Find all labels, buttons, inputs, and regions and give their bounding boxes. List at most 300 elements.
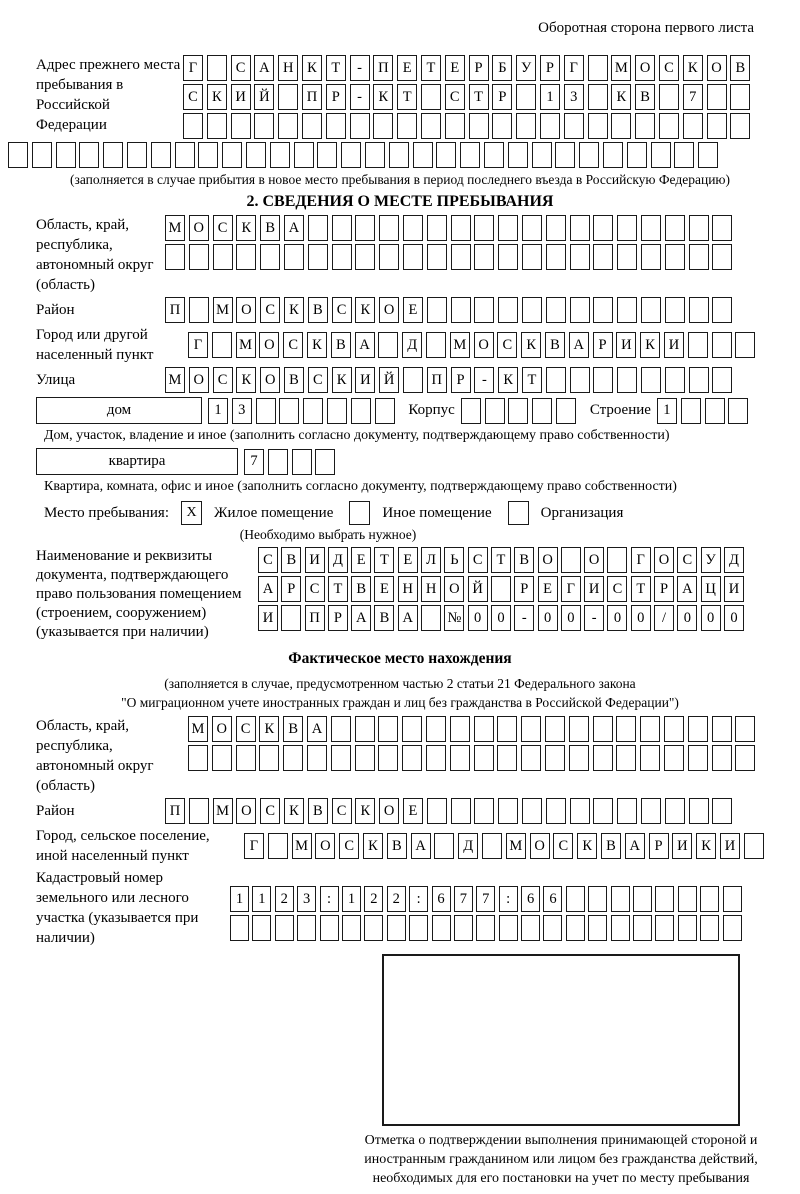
char-cell: [278, 113, 298, 139]
prev-address-row-2: [183, 84, 754, 110]
char-cell: Й: [468, 576, 488, 602]
char-cell: [546, 798, 566, 824]
char-cell: Е: [351, 547, 371, 573]
char-cell: С: [258, 547, 278, 573]
char-cell: [355, 244, 375, 270]
prev-address-row-3: [183, 113, 754, 139]
char-cell: [683, 113, 703, 139]
stroenie-cells: [657, 398, 752, 424]
char-cell: [521, 915, 540, 941]
kadastr-label: Кадастровый номер земельного или лесного участка (указывается при наличии): [36, 870, 199, 946]
char-cell: [521, 716, 541, 742]
char-cell: [516, 84, 536, 110]
char-cell: [379, 215, 399, 241]
char-cell: [712, 745, 732, 771]
korpus-label: Корпус: [408, 402, 455, 418]
char-cell: М: [213, 798, 233, 824]
char-cell: -: [350, 55, 370, 81]
char-cell: [474, 215, 494, 241]
gorod-row: [188, 332, 759, 358]
char-cell: 0: [677, 605, 697, 631]
char-cell: [635, 113, 655, 139]
char-cell: [665, 297, 685, 323]
char-cell: [611, 915, 630, 941]
char-cell: М: [450, 332, 470, 358]
char-cell: [633, 886, 652, 912]
char-cell: [8, 142, 28, 168]
char-cell: С: [260, 798, 280, 824]
char-cell: [268, 833, 288, 859]
char-cell: Т: [491, 547, 511, 573]
char-cell: [659, 84, 679, 110]
char-cell: [688, 716, 708, 742]
char-cell: [491, 576, 511, 602]
char-cell: М: [236, 332, 256, 358]
char-cell: 3: [297, 886, 316, 912]
char-cell: И: [672, 833, 692, 859]
char-cell: [540, 113, 560, 139]
char-cell: [665, 798, 685, 824]
char-cell: Е: [403, 798, 423, 824]
char-cell: 2: [387, 886, 406, 912]
char-cell: [402, 716, 422, 742]
char-cell: П: [427, 367, 447, 393]
char-cell: [270, 142, 290, 168]
fakt-gorod-row: [244, 833, 768, 859]
char-cell: [331, 716, 351, 742]
char-cell: [450, 745, 470, 771]
char-cell: К: [363, 833, 383, 859]
char-cell: В: [730, 55, 750, 81]
char-cell: А: [411, 833, 431, 859]
char-cell: П: [373, 55, 393, 81]
char-cell: 0: [631, 605, 651, 631]
char-cell: [259, 745, 279, 771]
char-cell: О: [474, 332, 494, 358]
char-cell: А: [254, 55, 274, 81]
char-cell: [640, 716, 660, 742]
char-cell: [332, 215, 352, 241]
char-cell: [712, 215, 732, 241]
char-cell: Р: [654, 576, 674, 602]
char-cell: С: [497, 332, 517, 358]
char-cell: [593, 244, 613, 270]
char-cell: [546, 215, 566, 241]
char-cell: 7: [683, 84, 703, 110]
char-cell: [246, 142, 266, 168]
char-cell: К: [207, 84, 227, 110]
char-cell: В: [308, 297, 328, 323]
char-cell: К: [498, 367, 518, 393]
char-cell: [689, 297, 709, 323]
char-cell: Д: [458, 833, 478, 859]
kvartira-type-box: квартира: [36, 448, 238, 475]
char-cell: С: [553, 833, 573, 859]
char-cell: К: [332, 367, 352, 393]
char-cell: К: [355, 798, 375, 824]
char-cell: [375, 398, 395, 424]
char-cell: [373, 113, 393, 139]
mesto-note: (Необходимо выбрать нужное): [239, 527, 417, 542]
char-cell: [688, 745, 708, 771]
dom-row: [8, 397, 792, 424]
char-cell: Г: [244, 833, 264, 859]
char-cell: В: [331, 332, 351, 358]
char-cell: [307, 745, 327, 771]
char-cell: [588, 886, 607, 912]
char-cell: [474, 798, 494, 824]
checkbox-organizatsiya: [508, 501, 529, 525]
char-cell: [198, 142, 218, 168]
char-cell: [616, 745, 636, 771]
char-cell: [427, 215, 447, 241]
char-cell: В: [281, 547, 301, 573]
char-cell: А: [677, 576, 697, 602]
char-cell: А: [258, 576, 278, 602]
char-cell: [543, 915, 562, 941]
char-cell: [397, 113, 417, 139]
char-cell: [655, 915, 674, 941]
char-cell: [617, 215, 637, 241]
char-cell: [564, 113, 584, 139]
char-cell: О: [379, 297, 399, 323]
char-cell: Р: [492, 84, 512, 110]
char-cell: Д: [402, 332, 422, 358]
char-cell: [403, 215, 423, 241]
char-cell: [651, 142, 671, 168]
char-cell: [508, 142, 528, 168]
char-cell: [499, 915, 518, 941]
char-cell: 6: [432, 886, 451, 912]
char-cell: [498, 215, 518, 241]
char-cell: [474, 745, 494, 771]
char-cell: :: [320, 886, 339, 912]
char-cell: О: [530, 833, 550, 859]
dom-cells: [208, 398, 398, 424]
char-cell: [569, 745, 589, 771]
char-cell: -: [514, 605, 534, 631]
char-cell: [231, 113, 251, 139]
dom-type-box: дом: [36, 397, 202, 424]
char-cell: [222, 142, 242, 168]
char-cell: Н: [398, 576, 418, 602]
char-cell: :: [409, 886, 428, 912]
char-cell: [151, 142, 171, 168]
fakt-oblast-row-1: [188, 716, 759, 742]
char-cell: 1: [657, 398, 677, 424]
char-cell: [474, 297, 494, 323]
char-cell: [432, 915, 451, 941]
char-cell: [744, 833, 764, 859]
char-cell: [426, 745, 446, 771]
mesto-option-org-label: Организация: [540, 504, 624, 521]
section2-title: 2. СВЕДЕНИЯ О МЕСТЕ ПРЕБЫВАНИЯ: [246, 193, 554, 210]
kadastr-row-1: [230, 886, 745, 912]
char-cell: [454, 915, 473, 941]
char-cell: [56, 142, 76, 168]
char-cell: [712, 798, 732, 824]
char-cell: [451, 244, 471, 270]
checkbox-zhiloe: X: [181, 501, 202, 525]
char-cell: [421, 84, 441, 110]
char-cell: С: [305, 576, 325, 602]
char-cell: Ь: [444, 547, 464, 573]
char-cell: [236, 745, 256, 771]
char-cell: [665, 367, 685, 393]
char-cell: Г: [564, 55, 584, 81]
char-cell: П: [165, 798, 185, 824]
char-cell: Р: [328, 605, 348, 631]
char-cell: Е: [403, 297, 423, 323]
char-cell: [485, 398, 505, 424]
char-cell: [278, 84, 298, 110]
char-cell: Г: [561, 576, 581, 602]
char-cell: [403, 367, 423, 393]
char-cell: Р: [451, 367, 471, 393]
char-cell: [588, 84, 608, 110]
char-cell: Й: [379, 367, 399, 393]
fakt-title: Фактическое место нахождения: [288, 650, 512, 667]
char-cell: [498, 297, 518, 323]
char-cell: М: [292, 833, 312, 859]
char-cell: [664, 716, 684, 742]
char-cell: [341, 142, 361, 168]
char-cell: Т: [328, 576, 348, 602]
char-cell: [611, 886, 630, 912]
prev-address-overflow-row: [8, 142, 792, 168]
char-cell: Е: [445, 55, 465, 81]
confirmation-stamp-box: [382, 954, 740, 1126]
kadastr-grid: [230, 886, 745, 941]
char-cell: [498, 798, 518, 824]
char-cell: [545, 745, 565, 771]
char-cell: С: [677, 547, 697, 573]
kvartira-row: [8, 448, 792, 475]
char-cell: [302, 113, 322, 139]
char-cell: 3: [232, 398, 252, 424]
char-cell: С: [231, 55, 251, 81]
char-cell: А: [307, 716, 327, 742]
char-cell: Т: [397, 84, 417, 110]
char-cell: [402, 745, 422, 771]
char-cell: Е: [397, 55, 417, 81]
char-cell: [705, 398, 725, 424]
char-cell: [522, 244, 542, 270]
char-cell: [207, 113, 227, 139]
char-cell: 0: [607, 605, 627, 631]
char-cell: [378, 332, 398, 358]
kvartira-cells: [244, 449, 339, 475]
char-cell: [326, 113, 346, 139]
char-cell: М: [506, 833, 526, 859]
char-cell: С: [213, 367, 233, 393]
char-cell: -: [350, 84, 370, 110]
char-cell: [516, 113, 536, 139]
char-cell: Р: [514, 576, 534, 602]
char-cell: [283, 745, 303, 771]
char-cell: М: [611, 55, 631, 81]
char-cell: [570, 297, 590, 323]
char-cell: [588, 55, 608, 81]
char-cell: О: [654, 547, 674, 573]
char-cell: В: [308, 798, 328, 824]
raion-label: Район: [36, 302, 75, 318]
doc-label: Наименование и реквизиты документа, подтверждающего право пользования помещением (строением, сооружением) (указывается при наличии): [36, 548, 242, 640]
oblast-grid: [165, 215, 736, 270]
char-cell: К: [236, 215, 256, 241]
char-cell: Г: [183, 55, 203, 81]
char-cell: А: [569, 332, 589, 358]
char-cell: [426, 332, 446, 358]
char-cell: [641, 798, 661, 824]
char-cell: [546, 297, 566, 323]
char-cell: [434, 833, 454, 859]
char-cell: И: [258, 605, 278, 631]
char-cell: [320, 915, 339, 941]
char-cell: [498, 244, 518, 270]
doc-row-1: [258, 547, 747, 573]
char-cell: [308, 244, 328, 270]
char-cell: [460, 142, 480, 168]
char-cell: П: [305, 605, 325, 631]
char-cell: 1: [208, 398, 228, 424]
char-cell: [689, 367, 709, 393]
char-cell: [413, 142, 433, 168]
char-cell: [689, 798, 709, 824]
char-cell: [275, 915, 294, 941]
char-cell: [484, 142, 504, 168]
char-cell: [212, 745, 232, 771]
char-cell: С: [607, 576, 627, 602]
char-cell: [403, 244, 423, 270]
ulitsa-block: [8, 367, 792, 393]
char-cell: [665, 215, 685, 241]
char-cell: Ц: [701, 576, 721, 602]
char-cell: [700, 886, 719, 912]
char-cell: [522, 297, 542, 323]
char-cell: [570, 215, 590, 241]
char-cell: В: [284, 367, 304, 393]
char-cell: [521, 745, 541, 771]
char-cell: К: [683, 55, 703, 81]
char-cell: [588, 113, 608, 139]
char-cell: [236, 244, 256, 270]
char-cell: О: [635, 55, 655, 81]
char-cell: В: [601, 833, 621, 859]
char-cell: О: [379, 798, 399, 824]
char-cell: А: [398, 605, 418, 631]
fakt-oblast-label: Область, край, республика, автономный округ (область): [36, 718, 154, 794]
kadastr-block: [8, 868, 792, 948]
fakt-oblast-grid: [188, 716, 759, 771]
char-cell: [561, 547, 581, 573]
char-cell: [165, 244, 185, 270]
char-cell: 6: [521, 886, 540, 912]
char-cell: О: [260, 367, 280, 393]
kadastr-row-2: [230, 915, 745, 941]
oblast-block: [8, 215, 792, 295]
char-cell: 0: [491, 605, 511, 631]
char-cell: О: [538, 547, 558, 573]
char-cell: С: [183, 84, 203, 110]
char-cell: С: [659, 55, 679, 81]
char-cell: [607, 547, 627, 573]
char-cell: [254, 113, 274, 139]
char-cell: [317, 142, 337, 168]
char-cell: А: [625, 833, 645, 859]
char-cell: 3: [564, 84, 584, 110]
char-cell: [364, 915, 383, 941]
char-cell: [497, 716, 517, 742]
char-cell: [532, 398, 552, 424]
char-cell: К: [611, 84, 631, 110]
char-cell: И: [231, 84, 251, 110]
prev-address-grid: [183, 55, 754, 139]
char-cell: А: [351, 605, 371, 631]
fakt-raion-label: Район: [36, 803, 75, 819]
char-cell: [268, 449, 288, 475]
char-cell: И: [664, 332, 684, 358]
char-cell: К: [640, 332, 660, 358]
char-cell: [189, 798, 209, 824]
char-cell: О: [189, 367, 209, 393]
char-cell: [566, 886, 585, 912]
raion-row: [165, 297, 736, 323]
char-cell: [566, 915, 585, 941]
oblast-row-1: [165, 215, 736, 241]
char-cell: [569, 716, 589, 742]
char-cell: [183, 113, 203, 139]
char-cell: И: [720, 833, 740, 859]
char-cell: В: [514, 547, 534, 573]
char-cell: [579, 142, 599, 168]
char-cell: К: [577, 833, 597, 859]
char-cell: [175, 142, 195, 168]
char-cell: [284, 244, 304, 270]
char-cell: К: [696, 833, 716, 859]
gorod-label: Город или другой населенный пункт: [36, 327, 154, 363]
prev-address-label: Адрес прежнего места пребывания в Российской Федерации: [36, 57, 181, 133]
char-cell: Б: [492, 55, 512, 81]
char-cell: В: [283, 716, 303, 742]
char-cell: Н: [421, 576, 441, 602]
char-cell: [421, 113, 441, 139]
char-cell: [427, 244, 447, 270]
char-cell: И: [584, 576, 604, 602]
char-cell: [492, 113, 512, 139]
char-cell: И: [724, 576, 744, 602]
char-cell: М: [165, 215, 185, 241]
char-cell: П: [302, 84, 322, 110]
char-cell: М: [165, 367, 185, 393]
char-cell: [297, 915, 316, 941]
char-cell: 7: [476, 886, 495, 912]
char-cell: [681, 398, 701, 424]
char-cell: [700, 915, 719, 941]
char-cell: [617, 367, 637, 393]
char-cell: С: [283, 332, 303, 358]
char-cell: Д: [724, 547, 744, 573]
fakt-gorod-block: [8, 826, 792, 866]
char-cell: В: [374, 605, 394, 631]
char-cell: Е: [538, 576, 558, 602]
char-cell: [546, 367, 566, 393]
char-cell: [445, 113, 465, 139]
char-cell: [451, 215, 471, 241]
char-cell: [593, 798, 613, 824]
char-cell: [409, 915, 428, 941]
char-cell: [331, 745, 351, 771]
